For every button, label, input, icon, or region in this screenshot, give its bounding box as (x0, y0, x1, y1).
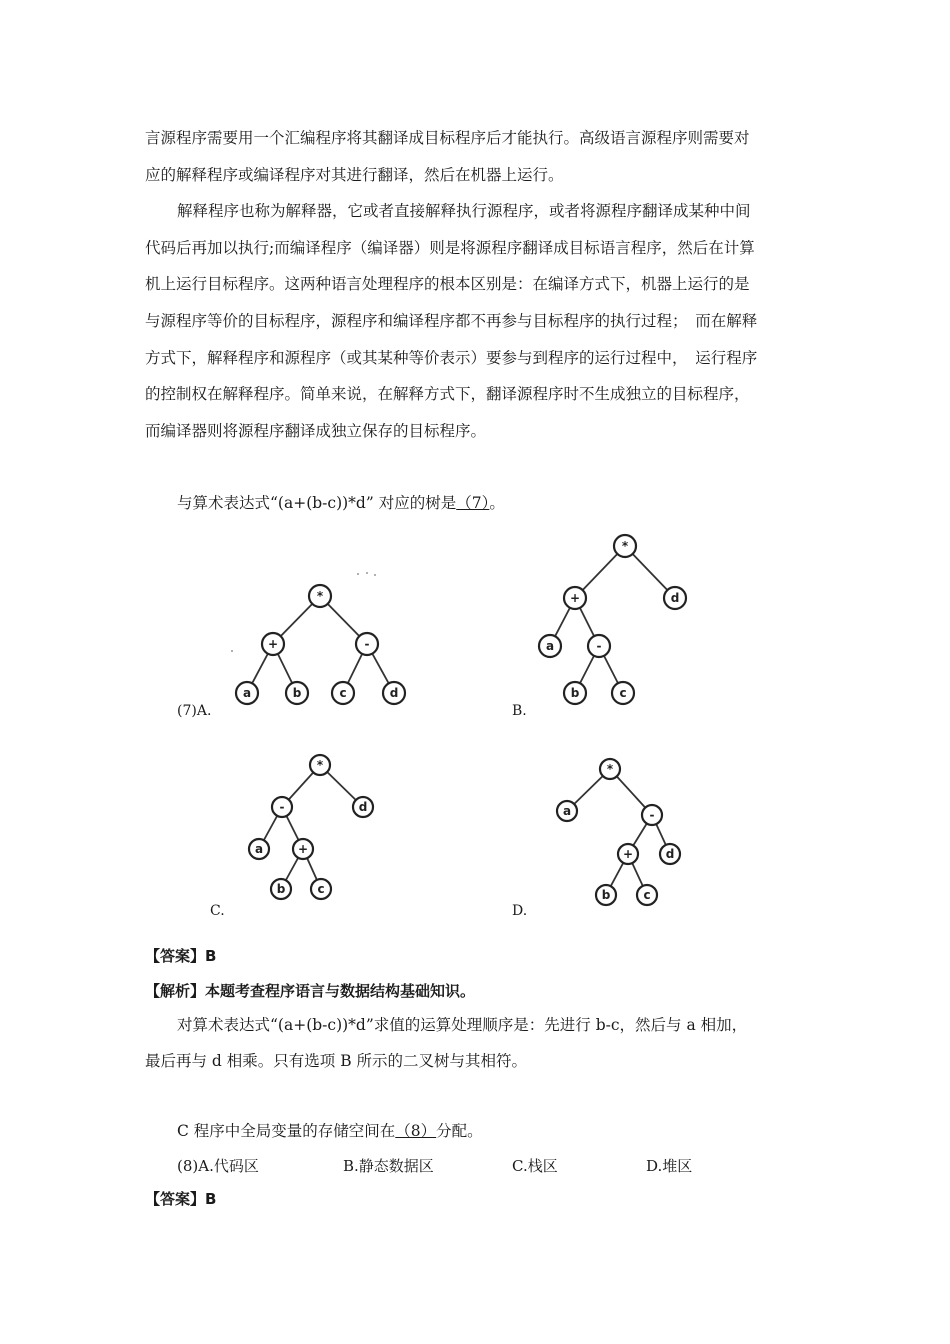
tree-node (664, 587, 686, 609)
svg-text:-: - (596, 639, 602, 653)
tree-node (236, 682, 258, 704)
svg-text:*: * (316, 589, 324, 603)
paragraph-line: 的控制权在解释程序。简单来说，在解释方式下，翻译源程序时不生成独立的目标程序， (145, 385, 750, 403)
paragraph-line: 方式下，解释程序和源程序（或其某种等价表示）要参与到程序的运行过程中， 运行程序 (145, 349, 758, 367)
option-a-label: (7)A. (177, 703, 212, 719)
svg-text:d: d (358, 800, 368, 814)
tree-option-a (215, 565, 425, 725)
answer-q7: 【答案】B (145, 947, 217, 965)
tree-node (262, 633, 284, 655)
stem-text: 。 (489, 494, 505, 512)
tree-node (310, 755, 330, 775)
paragraph-line: 言源程序需要用一个汇编程序将其翻译成目标程序后才能执行。高级语言源程序则需要对 (145, 129, 750, 147)
svg-text:*: * (621, 539, 629, 553)
svg-text:c: c (339, 686, 347, 700)
answer-blank: （8） (395, 1122, 437, 1140)
svg-text:+: + (622, 847, 634, 861)
svg-text:a: a (562, 804, 572, 818)
paragraph-line: 应的解释程序或编译程序对其进行翻译，然后在机器上运行。 (145, 166, 564, 184)
svg-text:a: a (242, 686, 252, 700)
tree-node (309, 585, 331, 607)
tree-node (660, 844, 680, 864)
svg-text:+: + (569, 591, 581, 605)
tree-option-d (540, 753, 700, 913)
tree-node (642, 805, 662, 825)
svg-text:b: b (601, 888, 611, 902)
tree-node (356, 633, 378, 655)
svg-text:-: - (364, 637, 370, 651)
analysis-title: 【解析】本题考查程序语言与数据结构基础知识。 (145, 982, 476, 1000)
stem-text: 分配。 (436, 1122, 483, 1140)
svg-text:*: * (316, 758, 324, 772)
svg-text:b: b (292, 686, 302, 700)
svg-text:d: d (665, 847, 675, 861)
tree-node (564, 682, 586, 704)
svg-text:+: + (267, 637, 279, 651)
q8-option-d: D.堆区 (646, 1157, 693, 1175)
stem-text: C 程序中全局变量的存储空间在 (177, 1122, 396, 1140)
paragraph-line: 而编译器则将源程序翻译成独立保存的目标程序。 (145, 422, 487, 440)
tree-node (637, 885, 657, 905)
tree-node (353, 797, 373, 817)
q8-option-b: B.静态数据区 (343, 1157, 434, 1175)
answer-blank: （7） (456, 494, 490, 512)
answer-q8: 【答案】B (145, 1190, 217, 1208)
svg-text:c: c (317, 882, 325, 896)
paragraph-line: 机上运行目标程序。这两种语言处理程序的根本区别是：在编译方式下，机器上运行的是 (145, 275, 750, 293)
q8-option-a: (8)A.代码区 (177, 1157, 259, 1175)
svg-text:a: a (545, 639, 555, 653)
paragraph-line: 解释程序也称为解释器，它或者直接解释执行源程序，或者将源程序翻译成某种中间 (177, 202, 751, 220)
option-b-label: B. (512, 703, 527, 719)
svg-text:c: c (643, 888, 651, 902)
tree-node (272, 797, 292, 817)
tree-node (564, 587, 586, 609)
tree-node (383, 682, 405, 704)
svg-text:d: d (389, 686, 399, 700)
svg-text:-: - (279, 800, 285, 814)
tree-node (557, 801, 577, 821)
tree-node (614, 535, 636, 557)
svg-text:c: c (619, 686, 627, 700)
svg-text:b: b (276, 882, 286, 896)
svg-text:d: d (670, 591, 680, 605)
analysis-line: 最后再与 d 相乘。只有选项 B 所示的二叉树与其相符。 (145, 1052, 528, 1070)
q8-option-c: C.栈区 (512, 1157, 558, 1175)
paragraph-line: 与源程序等价的目标程序，源程序和编译程序都不再参与目标程序的执行过程； 而在解释 (145, 312, 758, 330)
option-d-label: D. (512, 903, 528, 919)
tree-node (271, 879, 291, 899)
tree-node (618, 844, 638, 864)
tree-node (600, 759, 620, 779)
svg-text:*: * (606, 762, 614, 776)
analysis-line: 对算术表达式“(a+(b-c))*d”求值的运算处理顺序是：先进行 b-c，然后与 a 相加， (177, 1016, 748, 1034)
tree-option-b (525, 528, 705, 713)
tree-node (612, 682, 634, 704)
option-c-label: C. (210, 903, 225, 919)
tree-node (596, 885, 616, 905)
svg-text:b: b (570, 686, 580, 700)
tree-node (249, 839, 269, 859)
tree-node (311, 879, 331, 899)
svg-text:-: - (649, 808, 655, 822)
tree-node (286, 682, 308, 704)
svg-text:+: + (297, 842, 309, 856)
tree-node (332, 682, 354, 704)
tree-node (588, 635, 610, 657)
tree-node (539, 635, 561, 657)
question-7-stem (177, 493, 842, 513)
tree-option-c (235, 748, 395, 908)
paragraph-line: 代码后再加以执行;而编译程序（编译器）则是将源程序翻译成目标语言程序，然后在计算 (145, 239, 755, 257)
stem-text: 与算术表达式“(a+(b-c))*d” 对应的树是 (177, 494, 457, 512)
tree-node (293, 839, 313, 859)
question-8-stem (177, 1121, 842, 1141)
svg-text:a: a (254, 842, 264, 856)
